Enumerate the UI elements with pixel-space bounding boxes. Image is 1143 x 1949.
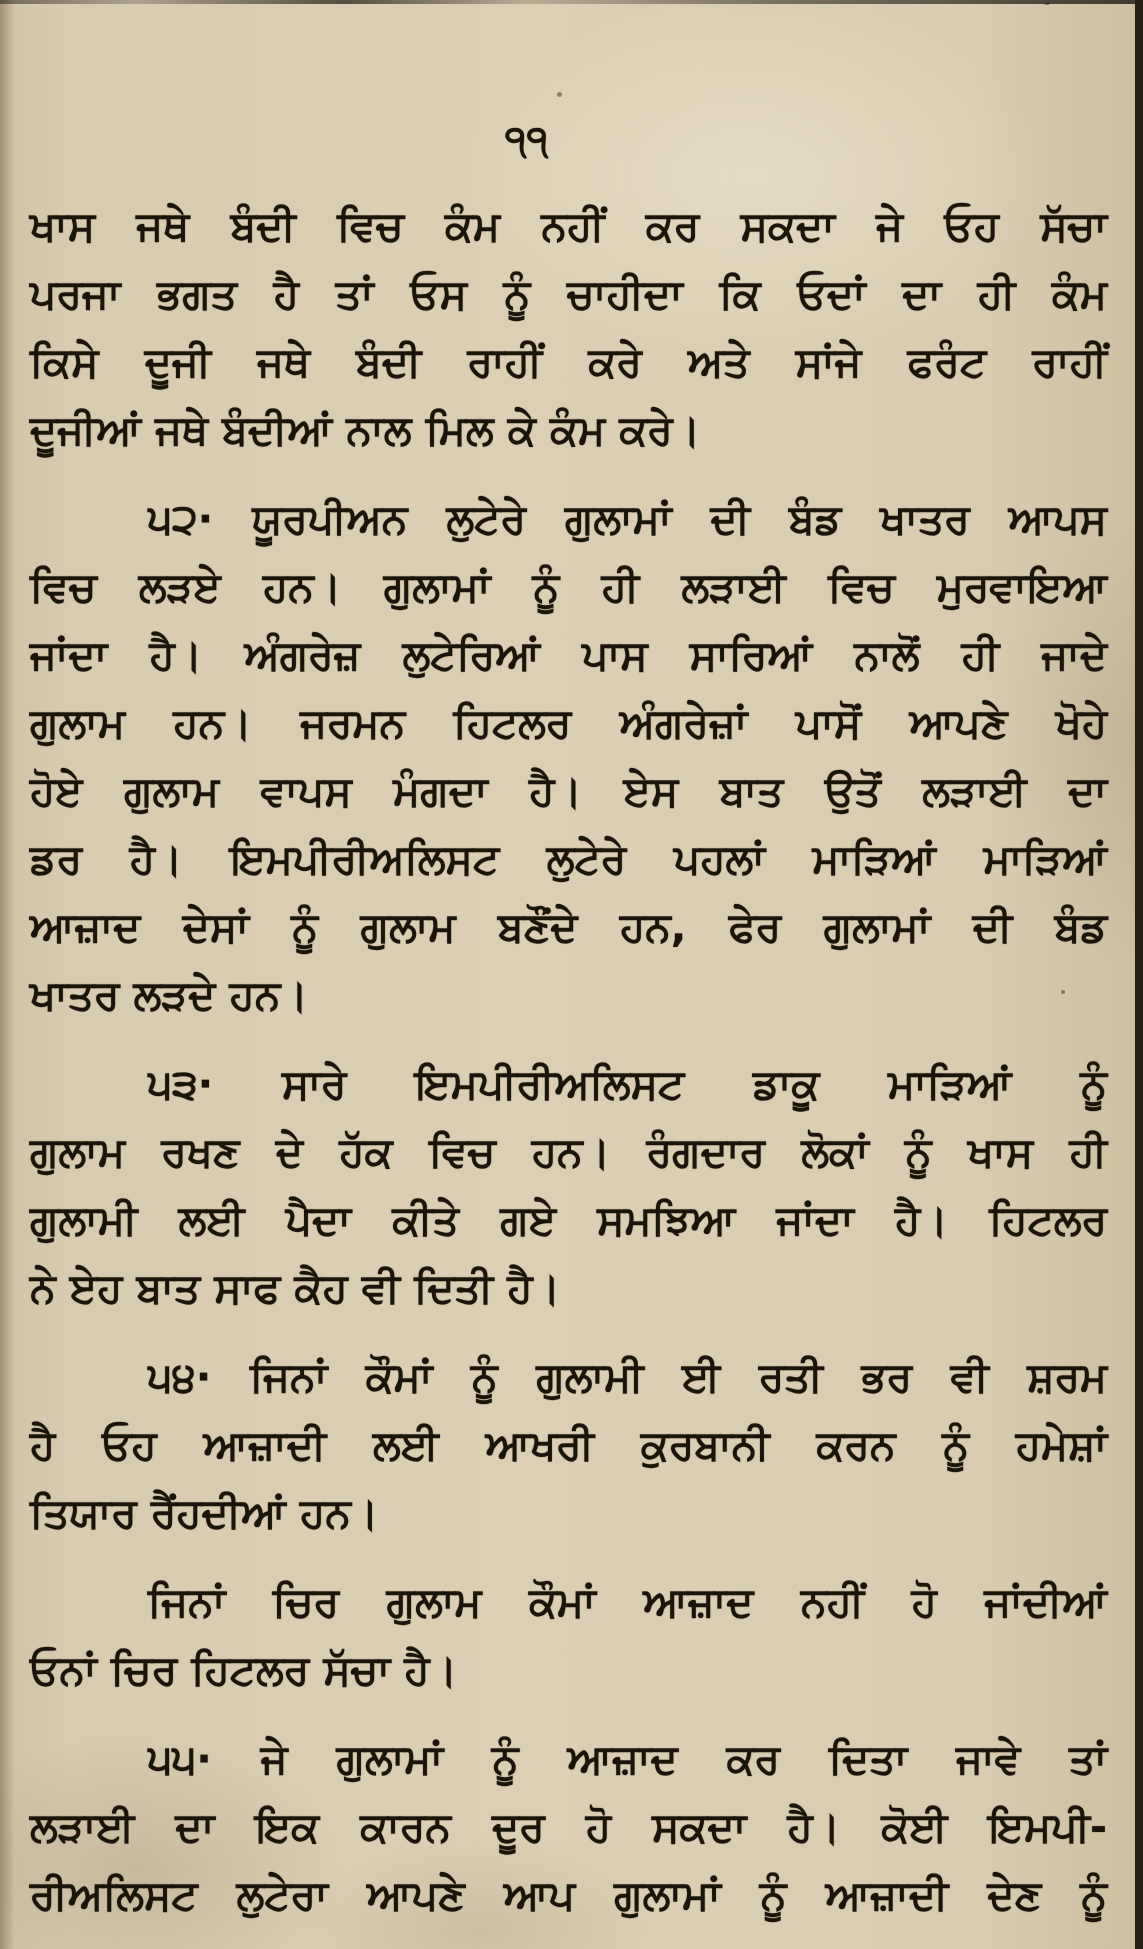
- text-line: ਗੁਲਾਮ ਰਖਣ ਦੇ ਹੱਕ ਵਿਚ ਹਨ। ਰੰਗਦਾਰ ਲੋਕਾਂ ਨੂੰ ਖਾਸ ਹੀ: [30, 1128, 1107, 1176]
- text-line: ਵਿਚ ਲੜਏ ਹਨ। ਗੁਲਾਮਾਂ ਨੂੰ ਹੀ ਲੜਾਈ ਵਿਚ ਮੁਰਵਾਇਆ: [30, 563, 1107, 611]
- text-line: ਪਰਜਾ ਭਗਤ ਹੈ ਤਾਂ ਓਸ ਨੂੰ ਚਾਹੀਦਾ ਕਿ ਓਦਾਂ ਦਾ ਹੀ ਕੰਮ: [30, 270, 1107, 318]
- page-right-edge: [1135, 0, 1143, 1949]
- text-line: ੫੫· ਜੇ ਗੁਲਾਮਾਂ ਨੂੰ ਆਜ਼ਾਦ ਕਰ ਦਿਤਾ ਜਾਵੇ ਤਾਂ: [148, 1735, 1107, 1783]
- text-line: ਹੈ ਓਹ ਆਜ਼ਾਦੀ ਲਈ ਆਖਰੀ ਕੁਰਬਾਨੀ ਕਰਨ ਨੂੰ ਹਮੇਸ਼ਾਂ: [30, 1421, 1107, 1469]
- text-line: ਜਿਨਾਂ ਚਿਰ ਗੁਲਾਮ ਕੌਮਾਂ ਆਜ਼ਾਦ ਨਹੀਂ ਹੋ ਜਾਂਦੀਆਂ: [148, 1578, 1107, 1626]
- page-left-shade: [0, 0, 14, 1949]
- text-line: ਖਾਸ ਜਥੇ ਬੰਦੀ ਵਿਚ ਕੰਮ ਨਹੀਂ ਕਰ ਸਕਦਾ ਜੇ ਓਹ ਸੱਚਾ: [30, 202, 1107, 250]
- text-line: ਖਾਤਰ ਲੜਦੇ ਹਨ।: [30, 971, 308, 1019]
- paper-speck: [1044, 2, 1050, 5]
- text-line: ਰੀਅਲਿਸਟ ਲੁਟੇਰਾ ਆਪਣੇ ਆਪ ਗੁਲਾਮਾਂ ਨੂੰ ਆਜ਼ਾਦੀ ਦੇਣ ਨੂੰ: [30, 1871, 1107, 1919]
- page-number: ੧੧: [504, 118, 549, 164]
- text-line: ਜਾਂਦਾ ਹੈ। ਅੰਗਰੇਜ਼ ਲੁਟੇਰਿਆਂ ਪਾਸ ਸਾਰਿਆਂ ਨਾਲੋਂ ਹੀ ਜਾਦੇ: [30, 631, 1107, 679]
- paragraph: [30, 1050, 1107, 1322]
- paragraph: [30, 1343, 1107, 1547]
- text-line: ਲੜਾਈ ਦਾ ਇਕ ਕਾਰਨ ਦੂਰ ਹੋ ਸਕਦਾ ਹੈ। ਕੋਈ ਇਮਪੀ-: [30, 1803, 1107, 1851]
- text-line: ਦੂਜੀਆਂ ਜਥੇ ਬੰਦੀਆਂ ਨਾਲ ਮਿਲ ਕੇ ਕੰਮ ਕਰੇ।: [30, 406, 701, 454]
- text-line: ੫੨· ਯੂਰਪੀਅਨ ਲੁਟੇਰੇ ਗੁਲਾਮਾਂ ਦੀ ਬੰਡ ਖਾਤਰ ਆਪਸ: [148, 495, 1107, 543]
- paragraph: [30, 485, 1107, 1029]
- text-line: ਆਜ਼ਾਦ ਦੇਸਾਂ ਨੂੰ ਗੁਲਾਮ ਬਣੌਂਦੇ ਹਨ, ਫੇਰ ਗੁਲਾਮਾਂ ਦੀ ਬੰਡ: [30, 903, 1107, 951]
- paper-speck: [557, 92, 562, 97]
- text-line: ਗੁਲਾਮ ਹਨ। ਜਰਮਨ ਹਿਟਲਰ ਅੰਗਰੇਜ਼ਾਂ ਪਾਸੋਂ ਆਪਣੇ ਖੋਹੇ: [30, 699, 1107, 747]
- text-line: ੫੩· ਸਾਰੇ ਇਮਪੀਰੀਅਲਿਸਟ ਡਾਕੂ ਮਾੜਿਆਂ ਨੂੰ: [148, 1060, 1107, 1108]
- text-line: ਓਨਾਂ ਚਿਰ ਹਿਟਲਰ ਸੱਚਾ ਹੈ।: [30, 1646, 458, 1694]
- text-line: ਨੇ ਏਹ ਬਾਤ ਸਾਫ ਕੈਹ ਵੀ ਦਿਤੀ ਹੈ।: [30, 1264, 561, 1312]
- text-line: ਕਿਸੇ ਦੂਜੀ ਜਥੇ ਬੰਦੀ ਰਾਹੀਂ ਕਰੇ ਅਤੇ ਸਾਂਜੇ ਫਰੰਟ ਰਾਹੀਂ: [30, 338, 1107, 386]
- text-line: ਡਰ ਹੈ। ਇਮਪੀਰੀਅਲਿਸਟ ਲੁਟੇਰੇ ਪਹਲਾਂ ਮਾੜਿਆਂ ਮਾੜਿਆਂ: [30, 835, 1107, 883]
- page-top-edge: [0, 0, 1143, 4]
- text-line: ਹੋਏ ਗੁਲਾਮ ਵਾਪਸ ਮੰਗਦਾ ਹੈ। ਏਸ ਬਾਤ ਉਤੋਂ ਲੜਾਈ ਦਾ: [30, 767, 1107, 815]
- text-line: ੫੪· ਜਿਨਾਂ ਕੌਮਾਂ ਨੂੰ ਗੁਲਾਮੀ ਈ ਰਤੀ ਭਰ ਵੀ ਸ਼ਰਮ: [148, 1353, 1107, 1401]
- page-text: [30, 110, 1107, 1929]
- paragraph: [30, 1725, 1107, 1929]
- text-line: ਗੁਲਾਮੀ ਲਈ ਪੈਦਾ ਕੀਤੇ ਗਏ ਸਮਝਿਆ ਜਾਂਦਾ ਹੈ। ਹਿਟਲਰ: [30, 1196, 1107, 1244]
- text-line: ਤਿਯਾਰ ਰੈਂਹਦੀਆਂ ਹਨ।: [30, 1489, 379, 1537]
- paragraph: [30, 1568, 1107, 1704]
- paragraph: [30, 192, 1107, 464]
